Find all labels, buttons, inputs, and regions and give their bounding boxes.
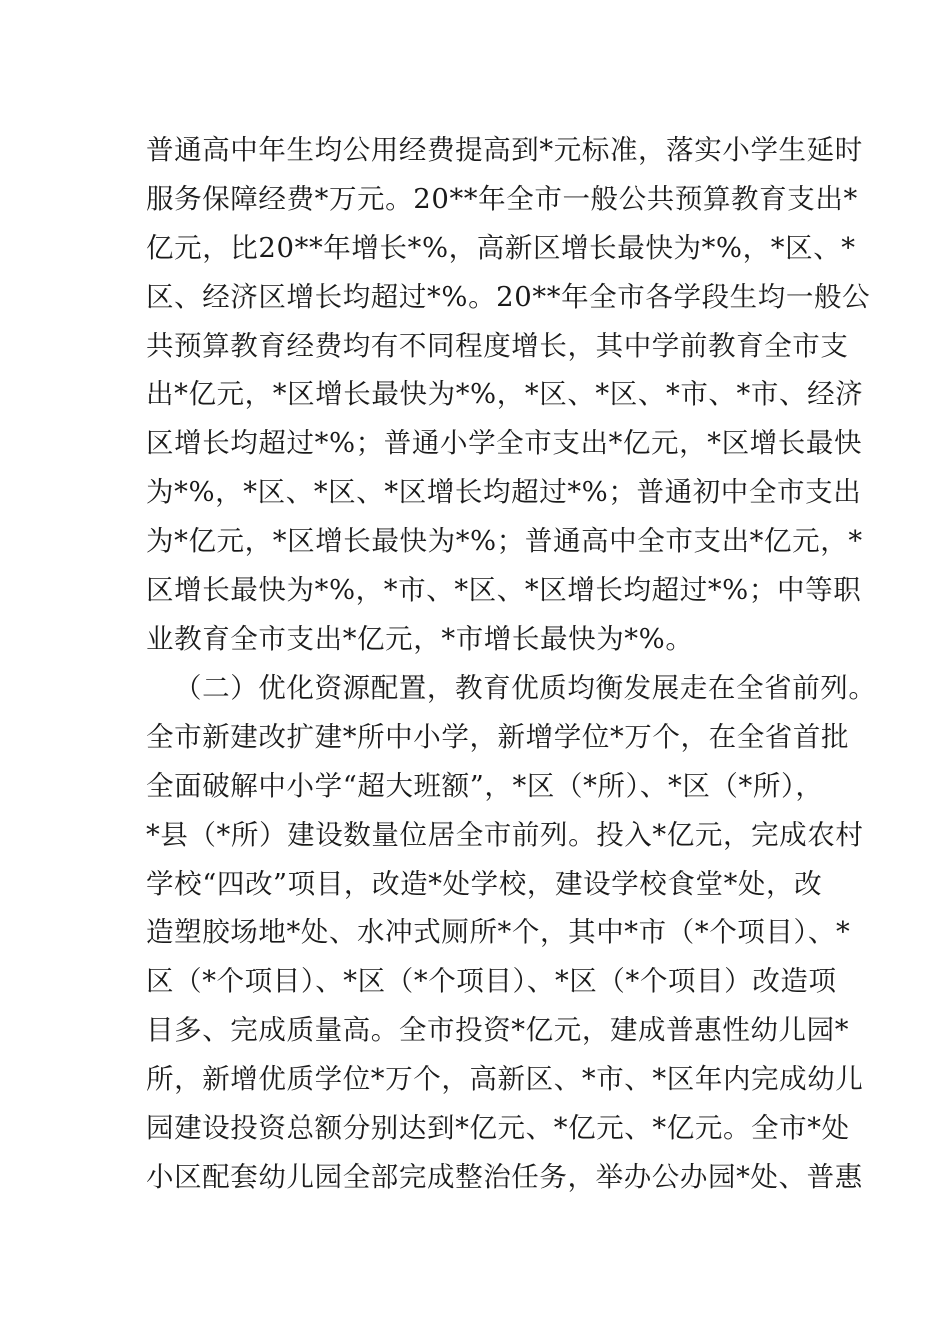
paragraph-2 <box>146 664 877 1202</box>
text-line: 为*%，*区、*区、*区增长均超过*%；普通初中全市支出 <box>146 476 862 509</box>
text-line: 出*亿元，*区增长最快为*%，*区、*区、*市、*市、经济 <box>146 378 864 411</box>
section-heading-line: （二）优化资源配置，教育优质均衡发展走在全省前列。 <box>174 672 877 704</box>
text-line: 全面破解中小学“超大班额”，*区（*所）、*区（*所）， <box>146 769 824 802</box>
text-line: 共预算教育经费均有不同程度增长，其中学前教育全市支 <box>146 329 849 362</box>
text-line: 目多、完成质量高。全市投资*亿元，建成普惠性幼儿园* <box>146 1014 850 1047</box>
text-line: 亿元，比20**年增长*%，高新区增长最快为*%，*区、* <box>146 231 856 264</box>
text-line: 区、经济区增长均超过*%。20**年全市各学段生均一般公 <box>146 280 871 313</box>
text-line: 全市新建改扩建*所中小学，新增学位*万个，在全省首批 <box>146 720 850 753</box>
paragraph-1 <box>146 126 871 664</box>
text-line: 区（*个项目）、*区（*个项目）、*区（*个项目）改造项 <box>146 965 837 998</box>
text-line: 区增长均超过*%；普通小学全市支出*亿元，*区增长最快 <box>146 427 863 460</box>
text-line: 小区配套幼儿园全部完成整治任务，举办公办园*处、普惠 <box>146 1160 863 1193</box>
text-line: *县（*所）建设数量位居全市前列。投入*亿元，完成农村 <box>146 818 864 851</box>
text-line: 为*亿元，*区增长最快为*%；普通高中全市支出*亿元，* <box>146 525 863 558</box>
text-line: 造塑胶场地*处、水冲式厕所*个，其中*市（*个项目）、* <box>146 916 851 949</box>
text-line: 所，新增优质学位*万个，高新区、*市、*区年内完成幼儿 <box>146 1063 864 1096</box>
text-line: 普通高中年生均公用经费提高到*元标准，落实小学生延时 <box>146 134 863 166</box>
text-line: 服务保障经费*万元。20**年全市一般公共预算教育支出* <box>146 182 858 215</box>
text-line: 园建设投资总额分别达到*亿元、*亿元、*亿元。全市*处 <box>146 1112 850 1145</box>
text-line: 业教育全市支出*亿元，*市增长最快为*%。 <box>146 622 694 655</box>
text-line: 学校“四改”项目，改造*处学校，建设学校食堂*处，改 <box>146 867 823 900</box>
text-line: 区增长最快为*%，*市、*区、*区增长均超过*%；中等职 <box>146 574 862 607</box>
